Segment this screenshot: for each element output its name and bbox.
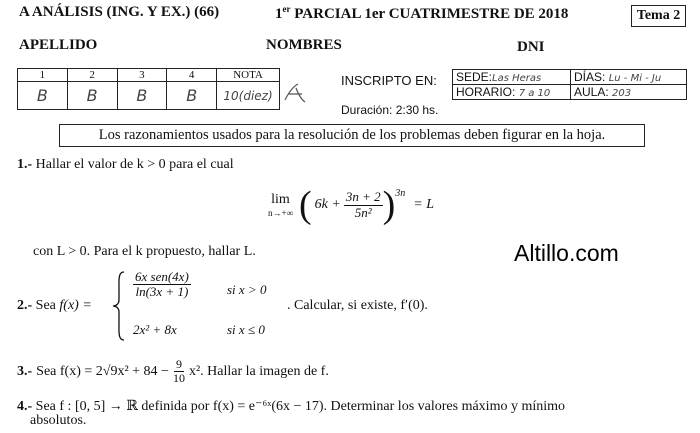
problem-4-line-2: absolutos. — [30, 413, 87, 428]
problem-3-text-post: x². Hallar la imagen de f. — [188, 363, 329, 379]
problem-3-frac-den: 10 — [172, 371, 185, 386]
problem-4-text: Sea f : [0, 5] → ℝ definida por f(x) = e⁻⁶ˣ(6x − 17). Determinar los valores máximo y mínimo — [35, 399, 566, 414]
problem-1-number: 1.- — [17, 157, 33, 172]
dias-value: Lu - Mi - Ju — [608, 73, 662, 84]
limit-operator: lim — [271, 192, 290, 207]
problem-3-text-pre: Sea f(x) = 2√9x² + 84 − — [36, 363, 169, 379]
aula-cell — [571, 85, 687, 100]
grade-value-4: B — [167, 82, 217, 110]
case-1-denominator: ln(3x + 1) — [135, 284, 189, 300]
horario-value: 7 a 10 — [518, 88, 551, 99]
grade-value-3: B — [117, 82, 167, 110]
case-2-condition: si x ≤ 0 — [227, 322, 265, 337]
problem-4-line-1 — [17, 398, 565, 415]
enrollment-table — [452, 69, 687, 100]
problem-2-question: . Calcular, si existe, f′(0). — [287, 298, 428, 313]
limit-fraction: $\frac{3n + 2}{\text{5n²}}$ — [345, 189, 381, 220]
apellido-label: APELLIDO — [19, 37, 98, 53]
horario-label: HORARIO: — [456, 85, 516, 99]
signature-scribble — [282, 82, 308, 104]
inscripto-label: INSCRIPTO EN: — [341, 73, 437, 88]
tema-badge: Tema 2 — [631, 5, 686, 27]
problem-4-number: 4.- — [17, 399, 33, 414]
case-1-condition: si x > 0 — [227, 282, 267, 297]
limit-subscript: n→+∞ — [268, 208, 293, 218]
problem-3-frac-num: 9 — [175, 357, 182, 371]
grades-header-nota: NOTA — [217, 69, 280, 82]
problem-3-number: 3.- — [17, 363, 33, 379]
piecewise-brace — [112, 270, 126, 342]
sede-value: Las Heras — [492, 73, 542, 84]
problem-2-label — [17, 298, 92, 314]
problem-2-number: 2.- — [17, 298, 33, 313]
problem-3-fraction — [171, 358, 187, 385]
duration-text: Duración: 2:30 hs. — [341, 103, 439, 117]
exam-title — [275, 4, 568, 23]
problem-1-text: Hallar el valor de k > 0 para el cual — [35, 157, 234, 172]
case-2-expression: 2x² + 8x — [133, 322, 177, 337]
problem-1-limit: lim n→+∞ ( 6k + $\frac{3n + 2}{\text{5n²}}$ ) 3n = L — [268, 184, 434, 226]
nombres-label: NOMBRES — [266, 37, 342, 53]
dias-label: DÍAS: — [574, 70, 606, 84]
case-1-numerator: 6x sen(4x) — [135, 269, 189, 284]
grades-header-1: 1 — [18, 69, 68, 82]
horario-cell — [453, 85, 571, 100]
problem-2-sea: Sea — [35, 298, 56, 313]
grade-value-2: B — [67, 82, 117, 110]
sede-cell — [453, 70, 571, 85]
piecewise-case-1 — [133, 270, 191, 300]
exam-label: PARCIAL 1er CUATRIMESTRE DE 2018 — [294, 6, 569, 22]
notice-box: Los razonamientos usados para la resolución de los problemas deben figurar en la hoja. — [59, 124, 645, 147]
dni-label: DNI — [517, 39, 545, 55]
aula-label: AULA: — [574, 85, 609, 99]
problem-3-statement — [17, 358, 329, 385]
problem-2-fx: f(x) = — [59, 298, 92, 313]
watermark: Altillo.com — [514, 240, 619, 266]
exam-number: 1 — [275, 6, 283, 22]
problem-1-statement — [17, 157, 234, 173]
dias-cell — [571, 70, 687, 85]
grade-value-1: B — [18, 82, 68, 110]
grade-value-nota: 10(diez) — [217, 82, 280, 110]
exam-number-suffix: er — [282, 4, 291, 14]
grades-header-4: 4 — [167, 69, 217, 82]
grades-header-2: 2 — [67, 69, 117, 82]
aula-value: 203 — [612, 88, 632, 99]
grades-table — [17, 68, 280, 110]
grades-header-3: 3 — [117, 69, 167, 82]
problem-1-followup: con L > 0. Para el k propuesto, hallar L. — [33, 244, 256, 259]
sede-label: SEDE: — [456, 70, 493, 84]
course-title: A ANÁLISIS (ING. Y EX.) (66) — [19, 4, 220, 20]
